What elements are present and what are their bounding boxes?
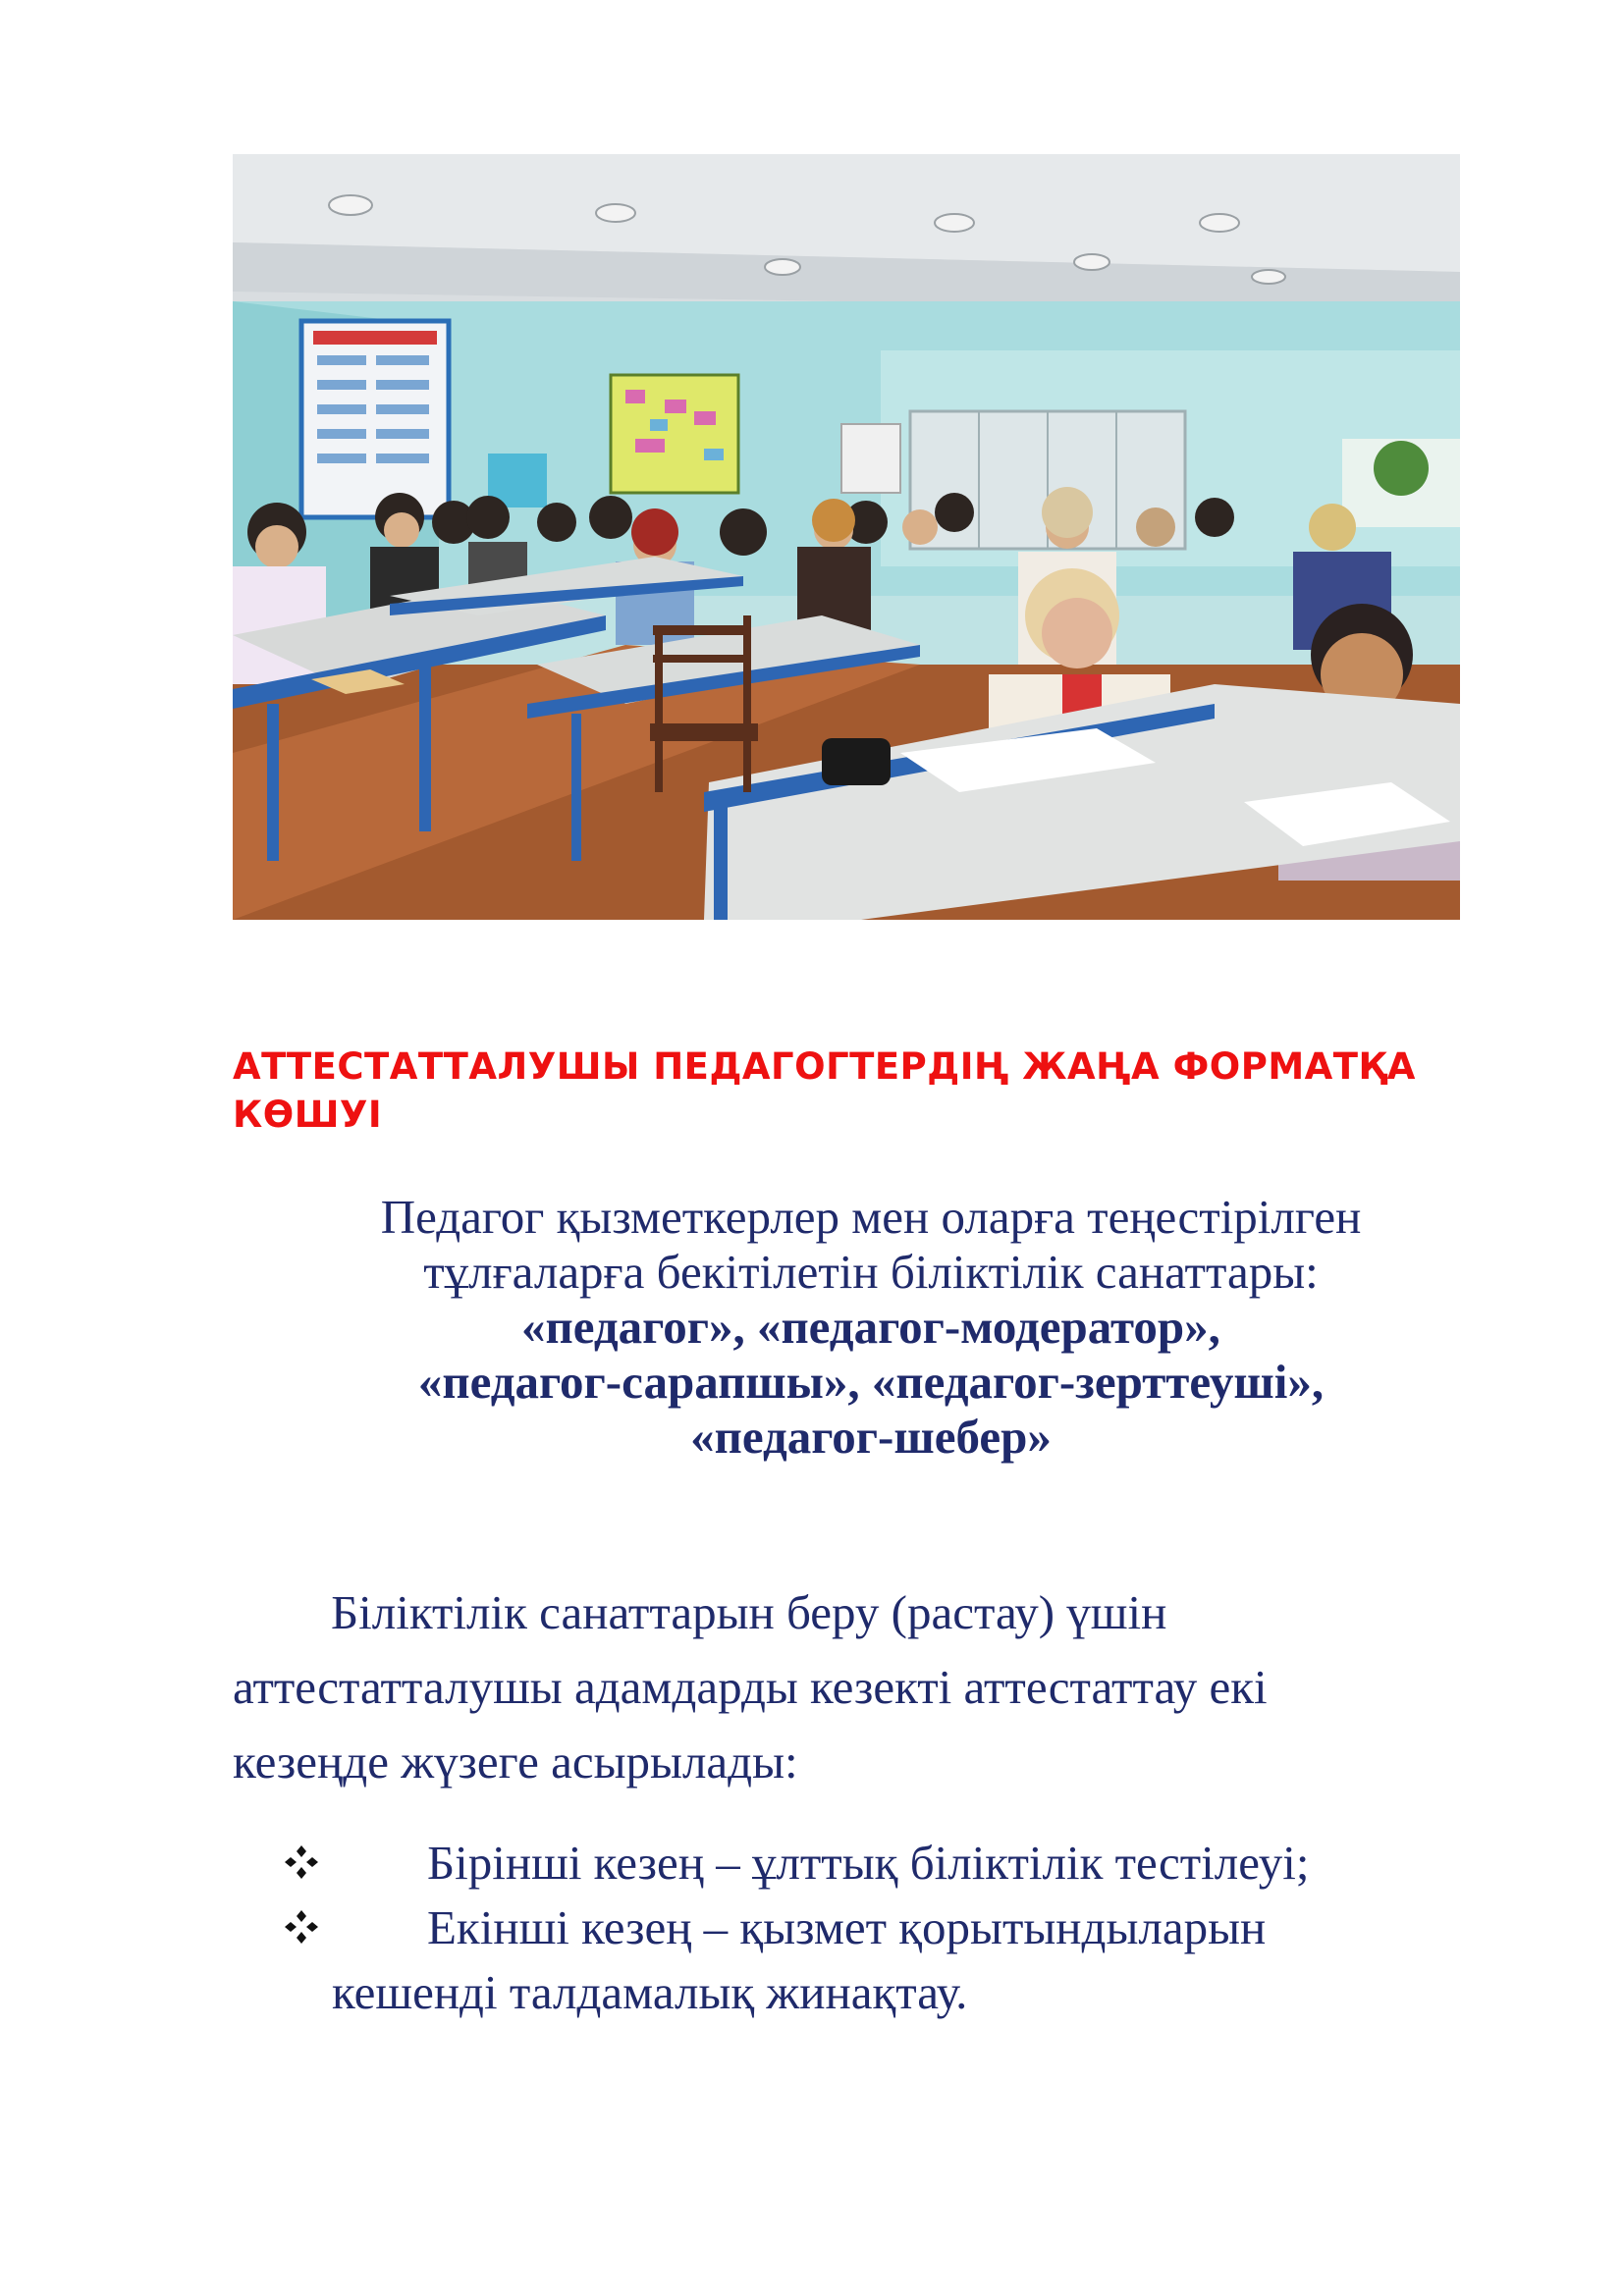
qualification-categories <box>233 1190 1509 1465</box>
classroom-photo-image <box>233 154 1460 920</box>
heading-line-2: КӨШУІ <box>233 1094 383 1136</box>
categories-list-line-1: «педагог», «педагог-модератор», <box>521 1300 1220 1354</box>
stages-list <box>285 1831 1492 2025</box>
categories-list-line-2: «педагог-сарапшы», «педагог-зерттеуші», <box>417 1355 1325 1409</box>
stage-1-text: Бірінші кезең – ұлттық біліктілік тестілеуі; <box>427 1836 1310 1890</box>
paragraph-line-1: Біліктілік санаттарын беру (растау) үшін <box>331 1585 1167 1639</box>
paragraph-line-2: аттестатталушы адамдарды кезекті аттестаттау екі <box>233 1660 1268 1714</box>
page-heading <box>233 1042 1480 1139</box>
diamond-bullet-icon <box>285 1896 427 1960</box>
categories-intro-line-1: Педагог қызметкерлер мен оларға теңестірілген <box>380 1190 1362 1244</box>
paragraph-line-3: кезеңде жүзеге асырылады: <box>233 1735 798 1789</box>
stage-2-text: Екінші кезең – қызмет қорытындыларын <box>427 1900 1267 1954</box>
diamond-bullet-icon <box>285 1831 427 1896</box>
attestation-paragraph <box>233 1575 1489 1799</box>
list-item <box>285 1831 1492 1896</box>
list-item <box>285 1896 1492 1960</box>
stage-2-continuation: кешенді талдамалық жинақтау. <box>332 1965 968 2019</box>
classroom-photo <box>233 154 1460 920</box>
heading-line-1: АТТЕСТАТТАЛУШЫ ПЕДАГОГТЕРДІҢ ЖАҢА ФОРМАТҚА <box>233 1045 1416 1088</box>
categories-intro-line-2: тұлғаларға бекітілетін біліктілік санаттары: <box>423 1245 1319 1299</box>
categories-list-line-3: «педагог-шебер» <box>690 1410 1052 1464</box>
